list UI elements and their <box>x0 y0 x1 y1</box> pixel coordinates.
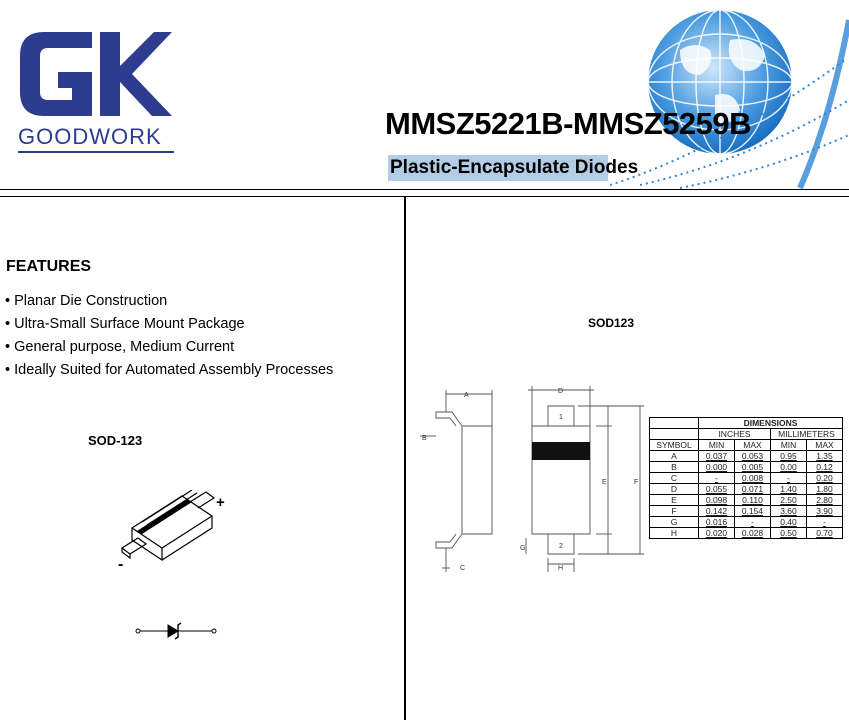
inches-header: INCHES <box>699 429 771 440</box>
package-label-left: SOD-123 <box>88 433 143 448</box>
row-mm-min: 0.40 <box>771 517 807 528</box>
row-in-max: 0.053 <box>735 451 771 462</box>
dimensions-title: DIMENSIONS <box>699 418 843 429</box>
dim-label-b: B <box>422 435 427 442</box>
row-in-max: 0.154 <box>735 506 771 517</box>
row-mm-max: 1.80 <box>807 484 843 495</box>
pin-1-label: 1 <box>559 414 563 421</box>
row-in-max: 0.028 <box>735 528 771 539</box>
feature-item: • General purpose, Medium Current <box>5 339 235 355</box>
row-mm-max: - <box>807 517 843 528</box>
row-mm-max: 1.35 <box>807 451 843 462</box>
table-row <box>650 506 843 517</box>
pin-2-label: 2 <box>559 543 563 550</box>
logo-letters-text: GK <box>14 28 16 29</box>
document-title: MMSZ5221B-MMSZ5259B <box>385 106 752 141</box>
row-in-max: 0.008 <box>735 473 771 484</box>
row-mm-min: 3.60 <box>771 506 807 517</box>
row-in-min: 0.016 <box>699 517 735 528</box>
table-row <box>650 495 843 506</box>
in-max-header: MAX <box>735 440 771 451</box>
row-symbol: E <box>650 495 699 506</box>
logo-underline <box>18 151 174 153</box>
feature-item: • Ultra-Small Surface Mount Package <box>5 316 245 332</box>
row-symbol: A <box>650 451 699 462</box>
row-in-min: 0.055 <box>699 484 735 495</box>
row-mm-min: 0.00 <box>771 462 807 473</box>
logo-wordmark: GOODWORK <box>18 124 162 149</box>
row-in-min: - <box>699 473 735 484</box>
row-mm-max: 0.70 <box>807 528 843 539</box>
dim-label-c: C <box>460 565 466 572</box>
in-min-header: MIN <box>699 440 735 451</box>
feature-item: • Ideally Suited for Automated Assembly Processes <box>5 362 334 378</box>
table-row <box>650 462 843 473</box>
row-in-min: 0.020 <box>699 528 735 539</box>
row-symbol: G <box>650 517 699 528</box>
row-mm-min: 0.95 <box>771 451 807 462</box>
row-mm-max: 0.12 <box>807 462 843 473</box>
features-heading: FEATURES <box>6 258 92 275</box>
dim-label-a: A <box>464 392 469 399</box>
zener-diode-symbol <box>130 616 220 646</box>
sod123-package-drawing <box>120 490 230 580</box>
features-list <box>5 290 333 382</box>
document-subtitle: Plastic-Encapsulate Diodes <box>390 157 639 178</box>
mm-max-header: MAX <box>807 440 843 451</box>
row-symbol: F <box>650 506 699 517</box>
dim-label-f: F <box>634 479 639 486</box>
table-row <box>650 528 843 539</box>
dim-label-d: D <box>558 388 564 395</box>
mm-min-header: MIN <box>771 440 807 451</box>
symbol-header: SYMBOL <box>650 440 699 451</box>
row-symbol: B <box>650 462 699 473</box>
row-mm-max: 0.20 <box>807 473 843 484</box>
sod123-dimension-drawing <box>416 378 650 583</box>
dim-label-e: E <box>602 479 607 486</box>
row-symbol: D <box>650 484 699 495</box>
table-row <box>650 484 843 495</box>
anode-plus-label: + <box>216 494 225 511</box>
row-symbol: H <box>650 528 699 539</box>
row-mm-min: 1.40 <box>771 484 807 495</box>
feature-item: • Planar Die Construction <box>5 293 168 309</box>
row-in-min: 0.000 <box>699 462 735 473</box>
dim-label-h: H <box>558 565 564 572</box>
row-in-max: 0.071 <box>735 484 771 495</box>
dimensions-table-body <box>650 451 843 539</box>
table-row <box>650 517 843 528</box>
row-mm-min: 0.50 <box>771 528 807 539</box>
row-mm-min: - <box>771 473 807 484</box>
header-rule <box>0 189 849 190</box>
row-mm-max: 2.80 <box>807 495 843 506</box>
header-rule-lower <box>0 196 849 197</box>
row-mm-max: 3.90 <box>807 506 843 517</box>
table-row <box>650 451 843 462</box>
row-in-min: 0.037 <box>699 451 735 462</box>
cathode-minus-label: - <box>118 556 124 573</box>
row-in-min: 0.098 <box>699 495 735 506</box>
row-in-max: - <box>735 517 771 528</box>
row-in-max: 0.005 <box>735 462 771 473</box>
column-divider <box>404 197 406 720</box>
dimensions-table <box>649 417 843 539</box>
dim-label-g: G <box>520 545 526 552</box>
table-row <box>650 473 843 484</box>
row-in-max: 0.110 <box>735 495 771 506</box>
package-label-right: SOD123 <box>588 316 635 330</box>
millimeters-header: MILLIMETERS <box>771 429 843 440</box>
goodwork-logo <box>14 28 174 120</box>
row-mm-min: 2.50 <box>771 495 807 506</box>
row-in-min: 0.142 <box>699 506 735 517</box>
row-symbol: C <box>650 473 699 484</box>
